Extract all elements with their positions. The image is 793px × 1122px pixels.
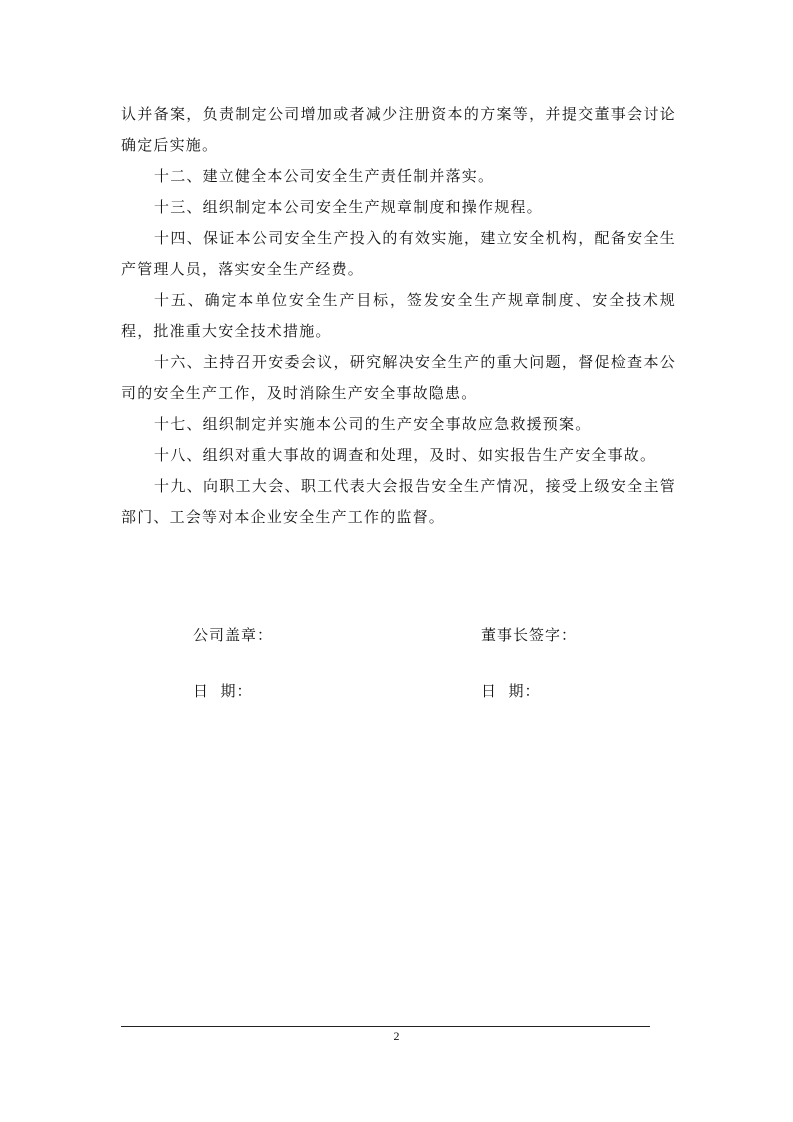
chairman-signature-label: 董事长签字： <box>481 626 578 644</box>
footer-divider <box>121 1026 650 1027</box>
paragraph-item-15: 十五、确定本单位安全生产目标，签发安全生产规章制度、安全技术规程，批准重大安全技术措施。 <box>121 291 676 340</box>
paragraph-item-13: 十三、组织制定本公司安全生产规章制度和操作规程。 <box>154 198 543 216</box>
document-body <box>121 99 676 533</box>
paragraph-item-14: 十四、保证本公司安全生产投入的有效实施，建立安全机构，配备安全生产管理人员，落实安全生产经费。 <box>121 229 676 278</box>
page-number: 2 <box>393 1029 400 1043</box>
paragraph-item-19: 十九、向职工大会、职工代表大会报告安全生产情况，接受上级安全主管部门、工会等对本企业安全生产工作的监督。 <box>121 477 676 526</box>
paragraph-item-12: 十二、建立健全本公司安全生产责任制并落实。 <box>154 167 495 185</box>
company-seal-label: 公司盖章： <box>193 626 274 644</box>
paragraph-item-17: 十七、组织制定并实施本公司的生产安全事故应急救援预案。 <box>154 415 592 433</box>
date-label-right: 日 期： <box>481 682 541 700</box>
date-label-left: 日 期： <box>193 682 253 700</box>
paragraph-item-18: 十八、组织对重大事故的调查和处理，及时、如实报告生产安全事故。 <box>154 446 657 464</box>
paragraph-item-16: 十六、主持召开安委会议，研究解决安全生产的重大问题，督促检查本公司的安全生产工作，及时消除生产安全事故隐患。 <box>121 353 676 402</box>
paragraph-continuation: 认并备案，负责制定公司增加或者减少注册资本的方案等，并提交董事会讨论确定后实施。 <box>121 105 676 154</box>
